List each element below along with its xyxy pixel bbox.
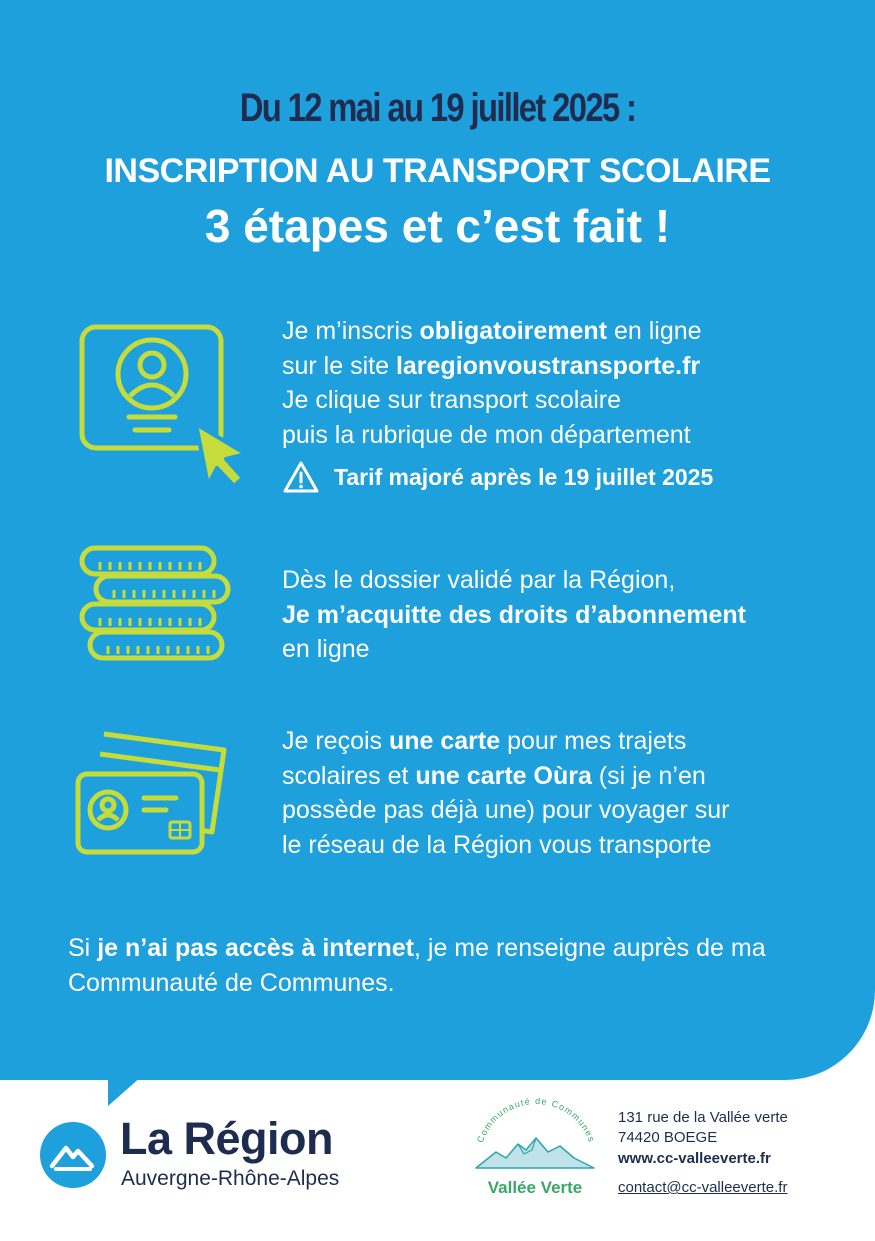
step-2-line-1: Dès le dossier validé par la Région, [282,566,676,594]
svg-text:Communauté de Communes [475,1096,597,1144]
step-3-line-2: scolaires et une carte Oùra (si je n’en [282,761,706,790]
cc-name: Vallée Verte [487,1178,583,1197]
region-logo-icon [40,1122,106,1188]
step-1-text [282,314,702,452]
step-1-line-2: sur le site laregionvoustransporte.fr [282,351,701,380]
no-internet-note: Si je n’ai pas accès à internet, je me renseigne auprès de ma Communauté de Communes. [68,934,766,997]
address-line-2: 74420 BOEGE [618,1129,718,1146]
page-subtitle: INSCRIPTION AU TRANSPORT SCOLAIRE [104,152,771,190]
speech-bubble-tail [108,1076,142,1106]
page-title: 3 étapes et c’est fait ! [204,200,671,252]
step-2-line-3: en ligne [282,635,370,663]
region-name: La Région [120,1113,334,1164]
id-card-cursor-icon [78,322,253,490]
cc-arc-text: Communauté de Communes [474,1095,598,1144]
coins-stack-icon [78,540,238,678]
warning-icon [282,460,320,494]
step-3-line-3: possède pas déjà une) pour voyager sur [282,796,730,824]
address-line-1: 131 rue de la Vallée verte [618,1109,788,1126]
step-3-text [282,724,730,862]
step-1-line-4: puis la rubrique de mon département [282,420,691,449]
step-1-line-1: Je m’inscris obligatoirement en ligne [282,317,702,345]
date-range: Du 12 mai au 19 juillet 2025 : [239,86,636,130]
late-fee-warning [282,460,713,494]
step-3-line-1: Je reçois une carte pour mes trajets [282,727,687,755]
email-link[interactable]: contact@cc-valleeverte.fr [618,1179,788,1196]
warning-text: Tarif majoré après le 19 juillet 2025 [334,463,714,490]
cards-icon [72,726,232,858]
region-subtitle: Auvergne-Rhône-Alpes [121,1167,340,1190]
step-1-line-3: Je clique sur transport scolaire [282,386,622,414]
step-2-line-2: Je m’acquitte des droits d’abonnement [282,600,746,629]
website-link[interactable]: www.cc-valleeverte.fr [618,1150,771,1167]
step-3-line-4: le réseau de la Région vous transporte [282,830,712,859]
step-2-text [282,563,746,667]
